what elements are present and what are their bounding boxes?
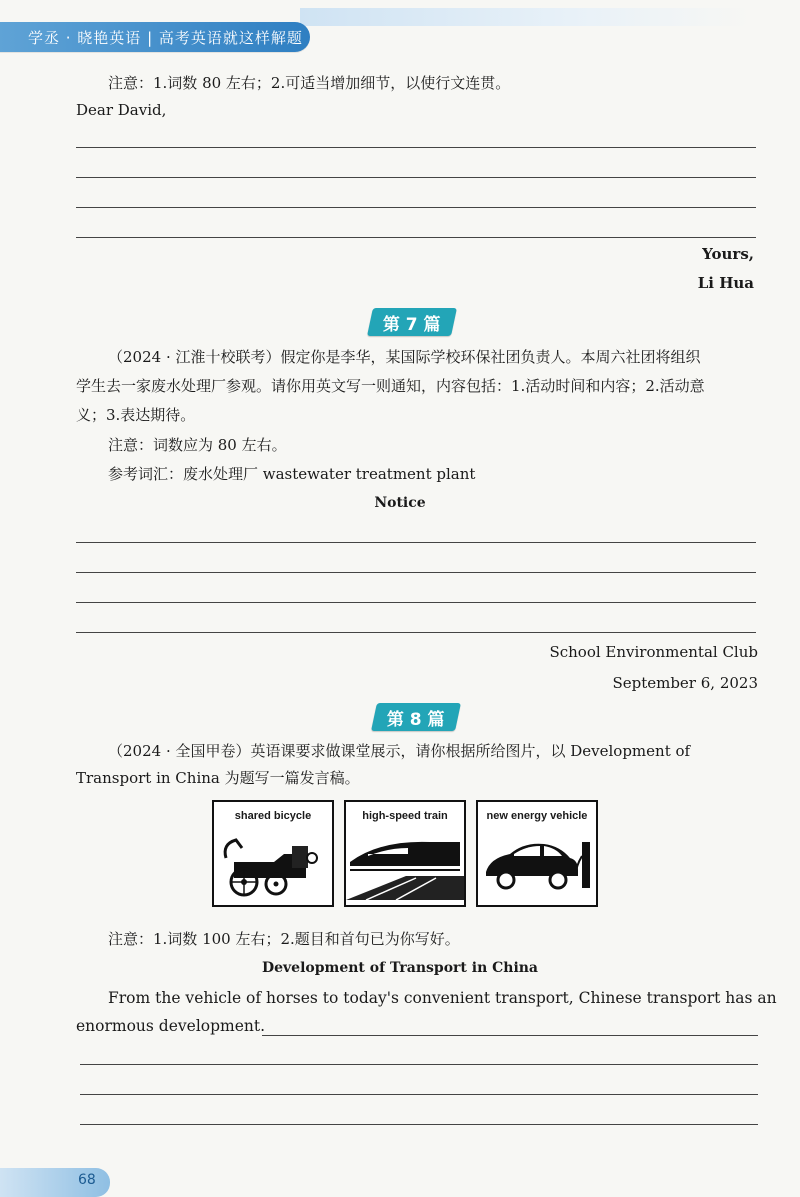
writing-line <box>76 542 756 543</box>
prompt-text: 学生去一家废水处理厂参观。请你用英文写一则通知，内容包括：1.活动时间和内容；2.活动意 <box>76 377 705 395</box>
image-high-speed-train <box>344 800 466 907</box>
electric-car-icon <box>478 822 596 900</box>
writing-line <box>262 1035 758 1036</box>
speech-first-line: From the vehicle of horses to today's convenient transport, Chinese transport has an <box>108 989 777 1007</box>
writing-line <box>76 632 756 633</box>
note-text: 注意：1.词数 100 左右；2.题目和首句已为你写好。 <box>108 930 460 948</box>
note-text: 注意：词数应为 80 左右。 <box>108 436 287 454</box>
image-caption: high-speed train <box>362 810 448 822</box>
image-caption: new energy vehicle <box>486 810 588 822</box>
note-text: 注意：1.词数 80 左右；2.可适当增加细节，以使行文连贯。 <box>108 74 511 92</box>
prompt-text: （2024 · 全国甲卷）英语课要求做课堂展示，请你根据所给图片，以 Development of <box>108 742 691 760</box>
writing-line <box>80 1064 758 1065</box>
writing-line <box>76 237 756 238</box>
image-shared-bicycle <box>212 800 334 907</box>
writing-line <box>76 177 756 178</box>
header-title: 学丞 · 晓艳英语 | 高考英语就这样解题 <box>28 29 303 47</box>
writing-line <box>80 1124 758 1125</box>
section-badge: 第 7 篇 <box>367 308 457 336</box>
writing-line <box>76 207 756 208</box>
notice-title: Notice <box>374 495 426 511</box>
letter-closing: Yours, <box>702 245 754 263</box>
writing-line <box>76 147 756 148</box>
writing-line <box>76 572 756 573</box>
header-decoration <box>300 8 750 26</box>
letter-signature: Li Hua <box>697 274 754 292</box>
speech-title: Development of Transport in China <box>261 960 539 976</box>
speech-second-line: enormous development. <box>76 1017 266 1035</box>
notice-org: School Environmental Club <box>549 643 758 661</box>
page-number: 68 <box>78 1172 96 1188</box>
letter-greeting: Dear David, <box>76 101 167 119</box>
prompt-text: 义；3.表达期待。 <box>76 406 196 424</box>
image-caption: shared bicycle <box>234 810 312 822</box>
prompt-text: Transport in China 为题写一篇发言稿。 <box>76 769 360 787</box>
writing-line <box>80 1094 758 1095</box>
vocab-text: 参考词汇：废水处理厂 wastewater treatment plant <box>108 465 476 483</box>
writing-line <box>76 602 756 603</box>
notice-date: September 6, 2023 <box>612 674 758 692</box>
bullet-train-icon <box>346 822 464 900</box>
section-badge: 第 8 篇 <box>371 703 461 731</box>
horse-carriage-icon <box>214 822 332 900</box>
image-new-energy-vehicle <box>476 800 598 907</box>
prompt-text: （2024 · 江淮十校联考）假定你是李华，某国际学校环保社团负责人。本周六社团将组织 <box>108 348 701 366</box>
